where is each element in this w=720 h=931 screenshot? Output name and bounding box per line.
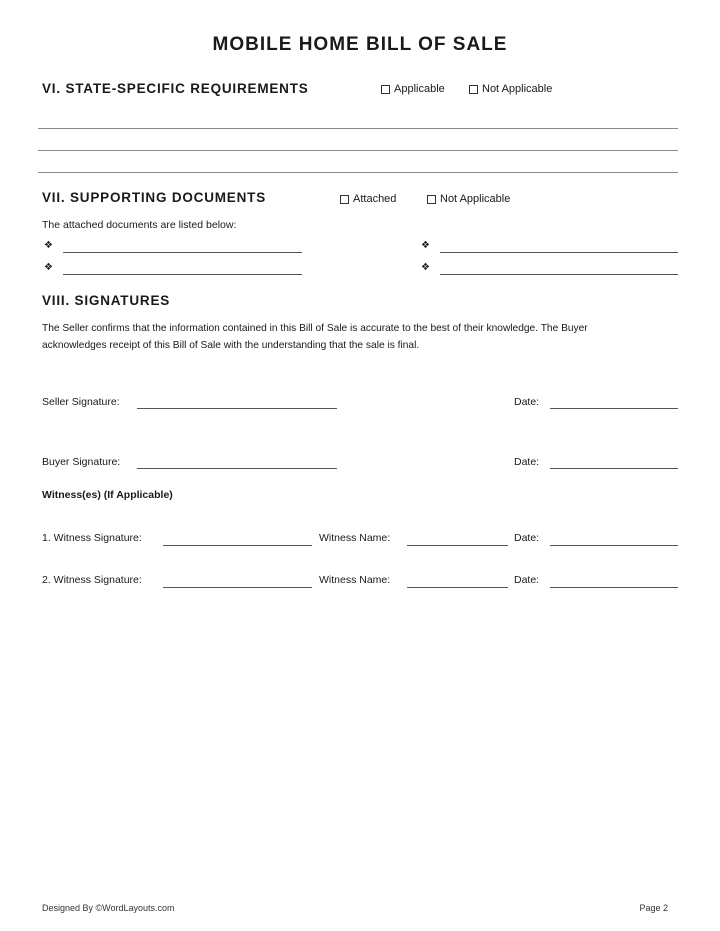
document-line-2[interactable] [63,274,302,275]
document-line-3[interactable] [440,252,678,253]
signatures-paragraph [42,320,682,354]
applicable-checkbox[interactable] [381,83,445,95]
seller-date-field[interactable] [550,408,678,409]
witness-1-signature-label: 1. Witness Signature: [42,532,142,544]
paragraph-line-1: The Seller confirms that the information contained in this Bill of Sale is accurate to the best of their knowledge. The Buyer [42,323,588,334]
not-applicable-label: Not Applicable [482,83,553,95]
buyer-date-field[interactable] [550,468,678,469]
buyer-signature-field[interactable] [137,468,337,469]
witness-1-date-field[interactable] [550,545,678,546]
requirements-line-3[interactable] [38,172,678,173]
document-line-1[interactable] [63,252,302,253]
buyer-signature-label: Buyer Signature: [42,456,121,468]
document-title: MOBILE HOME BILL OF SALE [212,34,508,55]
not-applicable-checkbox[interactable] [469,83,552,95]
documents-intro: The attached documents are listed below: [42,219,237,231]
diamond-bullet-icon: ❖ [421,262,430,273]
witness-heading: Witness(es) (If Applicable) [42,489,173,501]
footer-credit: Designed By ©WordLayouts.com [42,903,175,913]
diamond-bullet-icon: ❖ [44,240,53,251]
docs-not-applicable-checkbox[interactable] [427,193,510,205]
diamond-bullet-icon: ❖ [421,240,430,251]
attached-label: Attached [353,193,397,205]
seller-signature-label: Seller Signature: [42,396,120,408]
checkbox-icon [381,85,390,94]
docs-not-applicable-label: Not Applicable [440,193,511,205]
section-8-heading: VIII. SIGNATURES [42,293,171,308]
checkbox-icon [340,195,349,204]
diamond-bullet-icon: ❖ [44,262,53,273]
applicable-label: Applicable [394,83,445,95]
section-6-heading: VI. STATE-SPECIFIC REQUIREMENTS [42,81,309,96]
section-7-heading: VII. SUPPORTING DOCUMENTS [42,190,267,205]
witness-2-signature-field[interactable] [163,587,312,588]
witness-2-signature-label: 2. Witness Signature: [42,574,142,586]
buyer-date-label: Date: [514,456,540,468]
witness-1-date-label: Date: [514,532,540,544]
seller-signature-field[interactable] [137,408,337,409]
witness-2-date-field[interactable] [550,587,678,588]
witness-2-date-label: Date: [514,574,540,586]
attached-checkbox[interactable] [340,193,396,205]
seller-date-label: Date: [514,396,540,408]
checkbox-icon [427,195,436,204]
witness-1-signature-field[interactable] [163,545,312,546]
witness-2-name-field[interactable] [407,587,508,588]
witness-1-name-label: Witness Name: [319,532,391,544]
page-number: Page 2 [639,903,668,913]
checkbox-icon [469,85,478,94]
requirements-line-2[interactable] [38,150,678,151]
witness-2-name-label: Witness Name: [319,574,391,586]
requirements-line-1[interactable] [38,128,678,129]
paragraph-line-2: acknowledges receipt of this Bill of Sale with the understanding that the sale is final. [42,340,420,351]
document-line-4[interactable] [440,274,678,275]
witness-1-name-field[interactable] [407,545,508,546]
